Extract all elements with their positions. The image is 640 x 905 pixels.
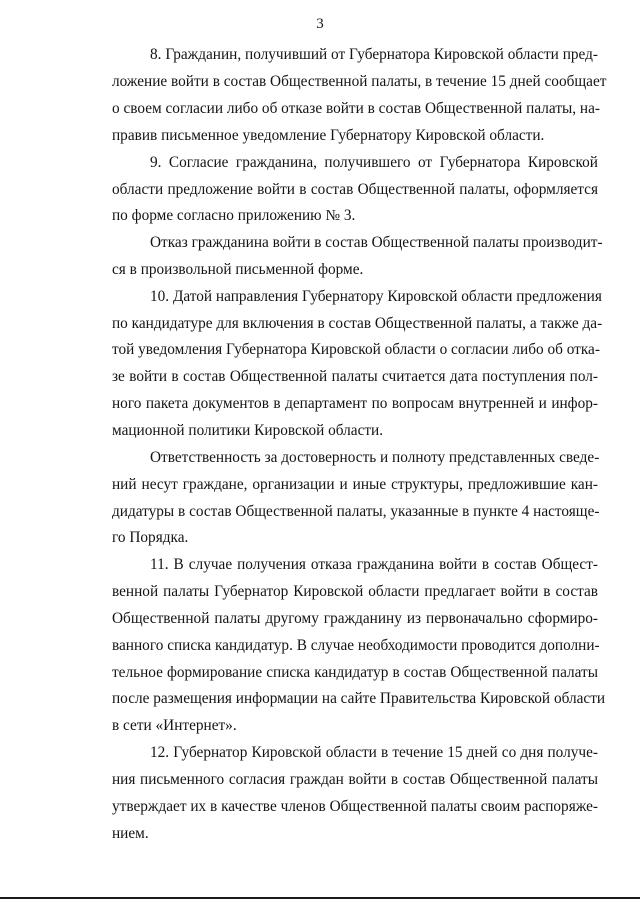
text-line: после размещения информации на сайте Правительства Кировской области bbox=[112, 690, 606, 707]
text-line: Ответственность за достоверность и полноту представленных сведе- bbox=[150, 449, 600, 466]
text-line: 11. В случае получения отказа гражданина войти в состав Общест- bbox=[150, 556, 598, 573]
text-line: 8. Гражданин, получивший от Губернатора Кировской области пред- bbox=[150, 46, 598, 63]
text-line: о своем согласии либо об отказе войти в состав Общественной палаты, на- bbox=[112, 100, 600, 117]
text-line: 12. Губернатор Кировской области в течение 15 дней со дня получе- bbox=[150, 744, 598, 761]
text-line: 9. Согласие гражданина, получившего от Губернатора Кировской bbox=[150, 154, 598, 171]
text-line: 10. Датой направления Губернатору Кировской области предложения bbox=[150, 288, 602, 305]
text-line: в сети «Интернет». bbox=[112, 717, 237, 734]
text-line: тельное формирование списка кандидатур в состав Общественной палаты bbox=[112, 664, 598, 681]
text-line: ложение войти в состав Общественной палаты, в течение 15 дней сообщает bbox=[112, 73, 607, 90]
text-line: Отказ гражданина войти в состав Общественной палаты производит- bbox=[150, 234, 603, 251]
text-line: по кандидатуре для включения в состав Общественной палаты, а также да- bbox=[112, 315, 603, 332]
text-line: ного пакета документов в департамент по вопросам внутренней и инфор- bbox=[112, 395, 598, 412]
page-bottom-rule bbox=[0, 897, 640, 899]
text-line: ний несут граждане, организации и иные структуры, предложившие кан- bbox=[112, 476, 598, 493]
text-line: правив письменное уведомление Губернатору Кировской области. bbox=[112, 127, 545, 144]
text-line: ванного списка кандидатур. В случае необходимости проводится дополни- bbox=[112, 637, 600, 654]
text-line: венной палаты Губернатор Кировской области предлагает войти в состав bbox=[112, 583, 598, 600]
text-line: мационной политики Кировской области. bbox=[112, 422, 384, 439]
text-line: по форме согласно приложению № 3. bbox=[112, 207, 356, 224]
text-line: ся в произвольной письменной форме. bbox=[112, 261, 364, 278]
text-line: дидатуры в состав Общественной палаты, указанные в пункте 4 настояще- bbox=[112, 503, 600, 520]
text-line: Общественной палаты другому гражданину из первоначально сформиро- bbox=[112, 610, 598, 627]
text-line: той уведомления Губернатора Кировской области о согласии либо об отка- bbox=[112, 341, 600, 358]
text-line: зе войти в состав Общественной палаты считается дата поступления пол- bbox=[112, 368, 598, 385]
text-line: утверждает их в качестве членов Общественной палаты своим распоряже- bbox=[112, 798, 598, 815]
text-line: го Порядка. bbox=[112, 529, 189, 546]
text-line: нием. bbox=[112, 825, 149, 842]
page-number: 3 bbox=[316, 16, 324, 32]
text-line: ния письменного согласия граждан войти в состав Общественной палаты bbox=[112, 771, 598, 788]
text-line: области предложение войти в состав Общественной палаты, оформляется bbox=[112, 181, 598, 198]
